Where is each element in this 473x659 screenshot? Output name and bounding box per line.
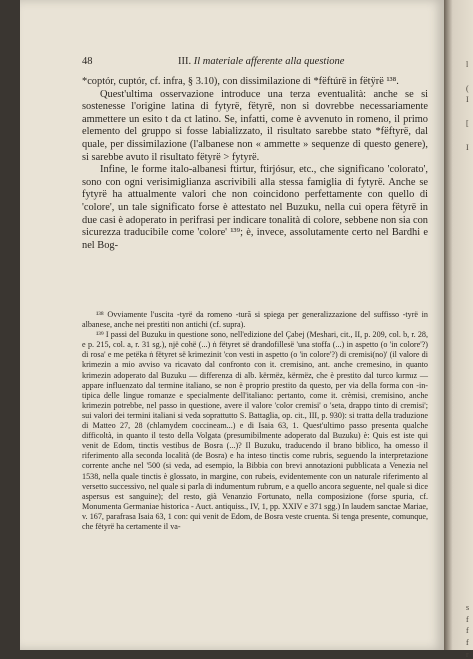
main-text [82, 76, 428, 252]
footnote-138: ¹³⁸ Ovviamente l'uscita -tyrë da romeno -tură si spiega per generalizzazione del suffisso -tyrë in albanese, anche nei prestiti non antichi (cf. supra). [82, 310, 428, 330]
paragraph-3: Infine, le forme italo-albanesi ftirtur, ftirjósur, etc., che significano 'colorato', sono con ogni verisimiglianza ascrivibili alla stessa famiglia di fytyrë. Anche se fytyrë ha attualmente valori che non coincidono perfettamente con quello di 'colore', un tale significato forse è attestato nel Buzuku, nella cui opera fëtyrë in due casi è adoperato in perifrasi per indicare tonalità di colore, sebbene non sia con sicurezza traducibile come 'colore' ¹³⁹; è, invece, assolutamente certo nel Bardhi e nel Bog- [82, 164, 428, 251]
facing-page-glyph: [ [466, 119, 469, 128]
running-head-number: III. [178, 56, 192, 67]
footnotes [82, 310, 428, 532]
facing-page-glyph: f [466, 638, 469, 648]
paragraph-1: *coptór, cuptór, cf. infra, § 3.10), con dissimilazione di *fëftúrë in fëtÿrë ¹³⁸. [82, 76, 399, 87]
facing-page-glyph: f [466, 626, 469, 636]
facing-page-glyph: ( [466, 83, 469, 93]
facing-page-glyph: s [466, 602, 470, 612]
book-page [20, 0, 444, 650]
facing-page-glyph: l [466, 60, 469, 69]
facing-page-glyph: r [466, 650, 469, 659]
paragraph-2: Quest'ultima osservazione introduce una terza eventualità: anche se si sostenesse l'origine latina di fytyrë, fëtyrë, non si dovrebbe necessariamente ammettere un esito t da ct latino. Se, infatti, come è avvenuto in romeno, il primo elemento del gruppo si fosse labializzato, il risultato sarebbe stato *fëftyrë, dal quale, per dissimilazione (l'albanese non « ammette » sequenze di questo genere), si sarebbe avuto il risultato fëtyrë > fytyrë. [82, 88, 428, 163]
facing-page-glyph: I [466, 142, 469, 152]
running-head [178, 56, 344, 67]
running-head-title: Il materiale afferente alla questione [193, 56, 345, 67]
facing-page-edge [444, 0, 473, 659]
footnote-139: ¹³⁹ I passi del Buzuku in questione sono, nell'edizione del Çabej (Meshari, cit., II, p. 209, col. b, r. 28, e p. 215, col. a, r. 31 sg.), një cohë (...) ṅ fëtyret së drandofillesë 'una stoffa (...) in aspetto (o 'in colore'?) di rosa' e me petëka ṅ fëtyret së krimezinit 'con vesti in aspetto (o 'in colore'?) di cremisi(no)' (il valore di krimezin a mio avviso va ricavato dal confronto con it. cremisino, ant. anche cremesino, in quanto krimezin adoperato dal Buzuku — differenza di alb. kërmëz, kërmëz, che è prestito dal turco kırmız — appare influenzato dal termine italiano, se non è proprio prestito da questo, per via della forma con -in- tipica delle lingue romanze e specialmente dell'italiano: pertanto, come it. crèmisi, cremisino, anche krimezin potrebbe, nel passo in questione, avere il valore 'color cremisi' o 'seta, drappo tinto di cremisi'; sui valori dei termini italiani si veda soprattutto S. Battaglia, op. cit., III, p. 930): si tratta della traduzione di Matteo 27, 28 (chlamydem coccineam...) e di Isaia 63, 1. Quest'ultimo passo presenta qualche difficoltà, in quanto il testo della Volgata (presumibilmente adoperato dal Buzuku) è: Quis est iste qui venit de Edom, tinctis vestibus de Bosra (...)? Il Buzuku, traducendo il brano biblico, ha omesso il riferimento alla seconda località (de Bosra) e ha inteso tinctis come rubris, seguendo la interpretazione corrente anche nel '500 (si veda, ad esempio, la Bibbia con brevi annotazioni pubblicata a Venezia nel 1538, nella quale tinctis è glossato, in margine, con rubeis, evidentemente con un naturale riferimento al versetto successivo, nel quale si parla di indumentum rubrum, e a quello ancora seguente, nel quale si dice aspersus est sanguine); del resto, già Venanzio Fortunato, nella composizione (forse spuria, cf. Monumenta Germaniae historica - Auct. antiquiss., IV, 1, pp. XXIV e 371 sgg.) In laudem sanctae Mariae, v. 167, parafrasa Isaia 63, 1 con: qui venit de Edom, de Bosra veste cruenta. Si tenga presente, comunque, che fëtyrë ha certamente il va- [82, 330, 428, 531]
facing-page-glyph: I [466, 95, 469, 105]
facing-page-glyph: f [466, 614, 469, 624]
page-number: 48 [82, 56, 93, 67]
